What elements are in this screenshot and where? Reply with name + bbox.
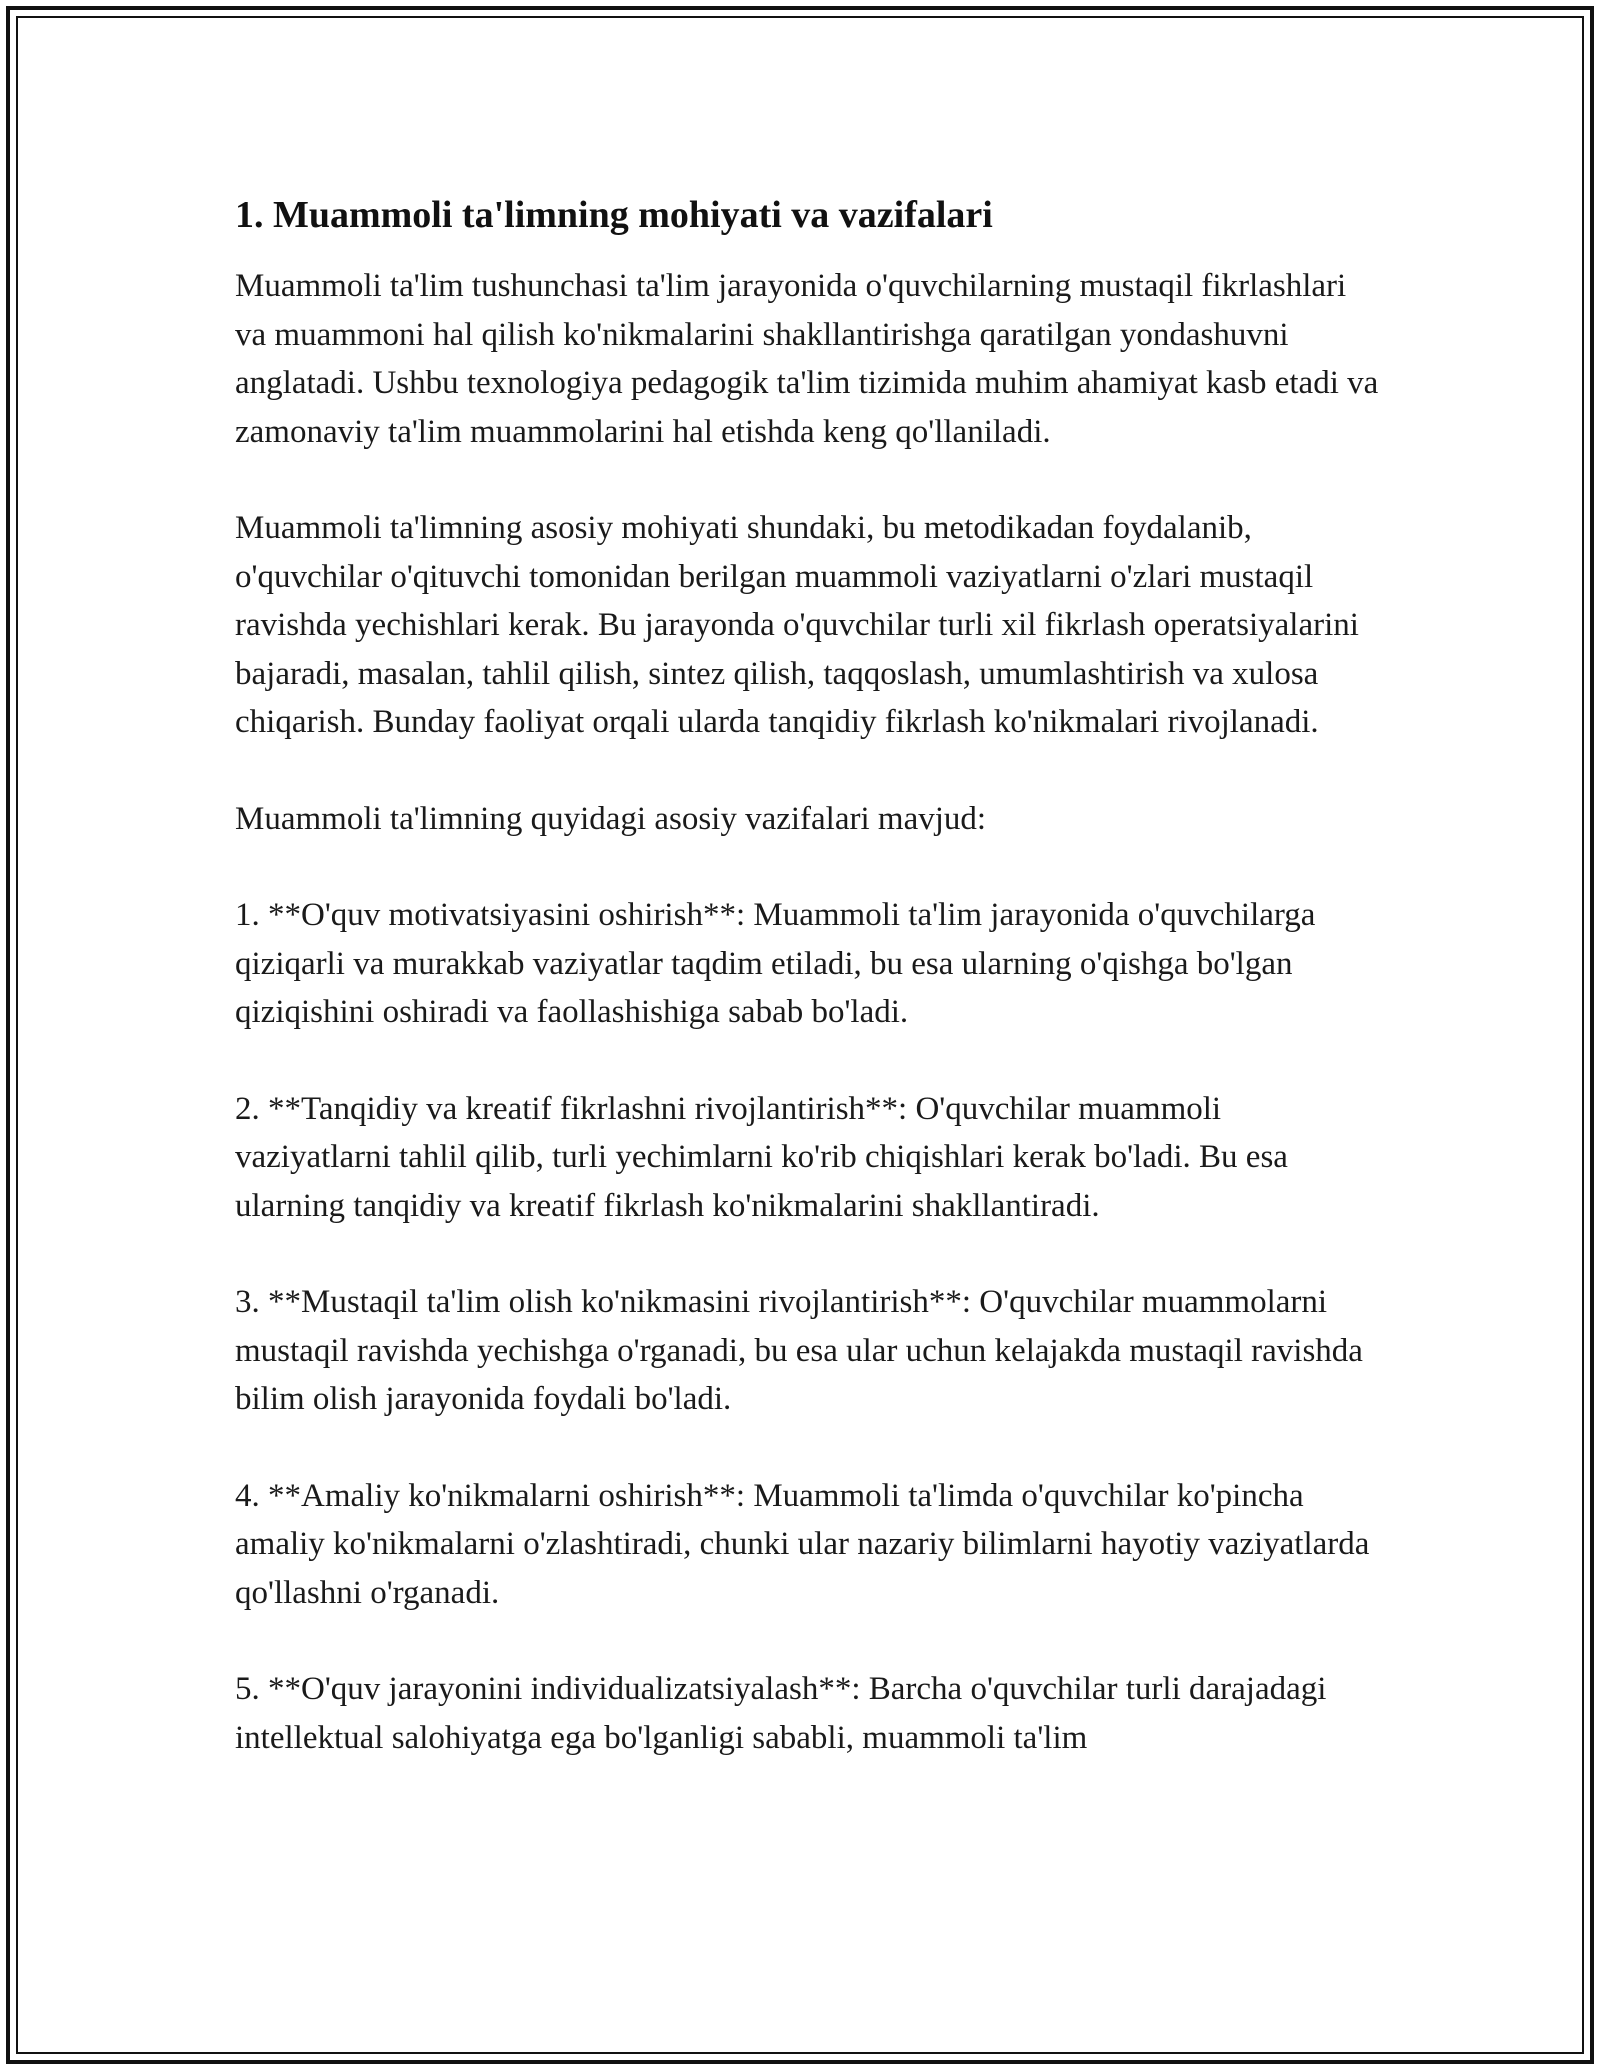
paragraph-intro: Muammoli ta'lim tushunchasi ta'lim jarayonida o'quvchilarning mustaqil fikrlashlari va muammoni hal qilish ko'nikmalarini shakllantirishga qaratilgan yondashuvni anglatadi. Ushbu texnologiya pedagogik ta'lim tizimida muhim ahamiyat kasb etadi va zamonaviy ta'lim muammolarini hal etishda keng qo'llaniladi. [235, 268, 1379, 450]
list-item-5: 5. **O'quv jarayonini individualizatsiyalash**: Barcha o'quvchilar turli darajadagi intellektual salohiyatga ega bo'lganligi sababli, muammoli ta'lim [235, 1671, 1327, 1756]
paragraph-essence: Muammoli ta'limning asosiy mohiyati shundaki, bu metodikadan foydalanib, o'quvchilar o'qituvchi tomonidan berilgan muammoli vaziyatlarni o'zlari mustaqil ravishda yechishlari kerak. Bu jarayonda o'quvchilar turli xil fikrlash operatsiyalarini bajaradi, masalan, tahlil qilish, sintez qilish, taqqoslash, umumlashtirish va xulosa chiqarish. Bunday faoliyat orqali ularda tanqidiy fikrlash ko'nikmalari rivojlanadi. [235, 510, 1359, 740]
section-heading: 1. Muammoli ta'limning mohiyati va vazifalari [235, 194, 993, 236]
list-item-1: 1. **O'quv motivatsiyasini oshirish**: Muammoli ta'lim jarayonida o'quvchilarga qiziqarli va murakkab vaziyatlar taqdim etiladi, bu esa ularning o'qishga bo'lgan qiziqishini oshiradi va faollashishiga sabab bo'ladi. [235, 897, 1316, 1030]
list-item-3: 3. **Mustaqil ta'lim olish ko'nikmasini rivojlantirish**: O'quvchilar muammolarni mustaqil ravishda yechishga o'rganadi, bu esa ular uchun kelajakda mustaqil ravishda bilim olish jarayonida foydali bo'ladi. [235, 1284, 1363, 1417]
document-body [235, 190, 1380, 1762]
list-item-4: 4. **Amaliy ko'nikmalarni oshirish**: Muammoli ta'limda o'quvchilar ko'pincha amaliy ko'nikmalarni o'zlashtiradi, chunki ular nazariy bilimlarni hayotiy vaziyatlarda qo'llashni o'rganadi. [235, 1477, 1370, 1611]
list-item-2: 2. **Tanqidiy va kreatif fikrlashni rivojlantirish**: O'quvchilar muammoli vaziyatlarni tahlil qilib, turli yechimlarni ko'rib chiqishlari kerak bo'ladi. Bu esa ularning tanqidiy va kreatif fikrlash ko'nikmalarini shakllantiradi. [235, 1090, 1288, 1224]
paragraph-tasks-intro: Muammoli ta'limning quyidagi asosiy vazifalari mavjud: [235, 800, 987, 837]
